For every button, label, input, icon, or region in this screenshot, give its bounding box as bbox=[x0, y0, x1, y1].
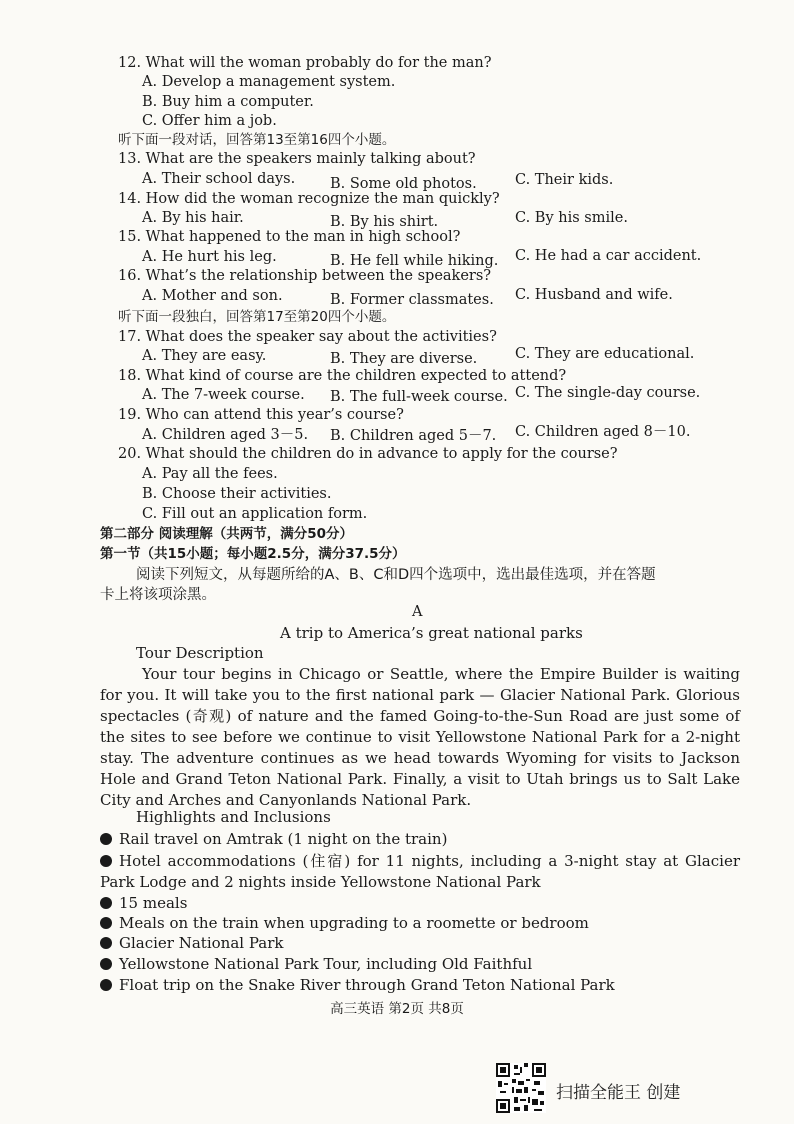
question-18-option-b: B. The full-week course. bbox=[330, 389, 508, 405]
question-12-option-a: A. Develop a management system. bbox=[142, 74, 396, 90]
highlight-item bbox=[100, 913, 740, 934]
question-16-option-a: A. Mother and son. bbox=[142, 288, 283, 304]
question-14-option-c: C. By his smile. bbox=[515, 210, 628, 226]
tour-description-paragraph: Your tour begins in Chicago or Seattle, where the Empire Builder is waiting for you. It will take you to the first national park — Glacier National Park. Glorious spectacles (奇观) of nature and the famed Going-to-the-Sun Road are just some of the sites to see before we continue to visit Yellowstone National Park for a 2-night stay. The adventure continues as we head towards Wyoming for visits to Jackson Hole and Grand Teton National Park. Finally, a visit to Utah brings us to Salt Lake City and Arches and Canyonlands National Park. bbox=[100, 665, 740, 809]
highlight-item bbox=[100, 893, 740, 914]
bullet-icon bbox=[100, 833, 112, 845]
highlight-text: Rail travel on Amtrak (1 night on the train) bbox=[119, 830, 448, 848]
question-18-option-a: A. The 7-week course. bbox=[142, 387, 305, 403]
question-15-option-b: B. He fell while hiking. bbox=[330, 253, 499, 269]
question-16-option-c: C. Husband and wife. bbox=[515, 287, 673, 303]
tour-description-heading: Tour Description bbox=[136, 644, 264, 662]
reading-instruction-line2: 卡上将该项涂黑。 bbox=[100, 587, 216, 603]
highlight-text: Glacier National Park bbox=[119, 934, 284, 952]
highlight-item bbox=[100, 851, 740, 893]
question-12-stem: 12. What will the woman probably do for the man? bbox=[118, 55, 492, 71]
question-14-option-a: A. By his hair. bbox=[142, 210, 244, 226]
highlight-text: Hotel accommodations (住宿) for 11 nights, including a 3-night stay at Glacier Park Lodge and 2 nights inside Yellowstone National Park bbox=[100, 852, 740, 891]
question-20-option-c: C. Fill out an application form. bbox=[142, 506, 368, 522]
question-17-option-a: A. They are easy. bbox=[142, 348, 267, 364]
highlight-item bbox=[100, 933, 740, 954]
question-19-option-c: C. Children aged 8－10. bbox=[515, 424, 691, 440]
highlight-item bbox=[100, 975, 740, 996]
highlight-text: 15 meals bbox=[119, 894, 188, 912]
bullet-icon bbox=[100, 855, 112, 867]
bullet-icon bbox=[100, 897, 112, 909]
question-15-option-c: C. He had a car accident. bbox=[515, 248, 702, 264]
passage-title: A trip to America’s great national parks bbox=[280, 624, 583, 642]
bullet-icon bbox=[100, 917, 112, 929]
instruction-17-20: 听下面一段独白，回答第17至第20四个小题。 bbox=[118, 309, 396, 325]
question-20-option-a: A. Pay all the fees. bbox=[142, 466, 278, 482]
instruction-13-16: 听下面一段对话，回答第13至第16四个小题。 bbox=[118, 132, 396, 148]
question-17-option-b: B. They are diverse. bbox=[330, 351, 478, 367]
question-12-option-c: C. Offer him a job. bbox=[142, 113, 277, 129]
part2-title: 第二部分 阅读理解（共两节，满分50分） bbox=[100, 526, 353, 542]
reading-instruction-line1: 阅读下列短文，从每题所给的A、B、C和D四个选项中，选出最佳选项，并在答题 bbox=[136, 567, 656, 583]
question-19-option-b: B. Children aged 5－7. bbox=[330, 428, 497, 444]
page-footer: 高三英语 第2页 共8页 bbox=[330, 1001, 464, 1017]
highlight-text: Meals on the train when upgrading to a roomette or bedroom bbox=[119, 914, 589, 932]
bullet-icon bbox=[100, 979, 112, 991]
question-13-stem: 13. What are the speakers mainly talking about? bbox=[118, 151, 476, 167]
passage-letter: A bbox=[412, 604, 423, 620]
question-13-option-b: B. Some old photos. bbox=[330, 176, 477, 192]
question-18-stem: 18. What kind of course are the children expected to attend? bbox=[118, 368, 567, 384]
question-17-stem: 17. What does the speaker say about the activities? bbox=[118, 329, 497, 345]
question-13-option-c: C. Their kids. bbox=[515, 172, 614, 188]
question-13-option-a: A. Their school days. bbox=[142, 171, 296, 187]
highlight-text: Float trip on the Snake River through Grand Teton National Park bbox=[119, 976, 615, 994]
highlights-heading: Highlights and Inclusions bbox=[136, 808, 331, 826]
highlight-item bbox=[100, 829, 740, 850]
qr-code-icon bbox=[496, 1063, 546, 1113]
question-20-option-b: B. Choose their activities. bbox=[142, 486, 332, 502]
question-15-stem: 15. What happened to the man in high school? bbox=[118, 229, 461, 245]
question-19-stem: 19. Who can attend this year’s course? bbox=[118, 407, 404, 423]
highlight-text: Yellowstone National Park Tour, including Old Faithful bbox=[119, 955, 533, 973]
question-17-option-c: C. They are educational. bbox=[515, 346, 695, 362]
question-14-option-b: B. By his shirt. bbox=[330, 214, 439, 230]
question-19-option-a: A. Children aged 3－5. bbox=[142, 427, 309, 443]
question-20-stem: 20. What should the children do in advance to apply for the course? bbox=[118, 446, 618, 462]
question-18-option-c: C. The single-day course. bbox=[515, 385, 701, 401]
question-15-option-a: A. He hurt his leg. bbox=[142, 249, 277, 265]
question-16-option-b: B. Former classmates. bbox=[330, 292, 494, 308]
section1-title: 第一节（共15小题；每小题2.5分，满分37.5分） bbox=[100, 546, 406, 562]
bullet-icon bbox=[100, 958, 112, 970]
bullet-icon bbox=[100, 937, 112, 949]
question-16-stem: 16. What’s the relationship between the speakers? bbox=[118, 268, 492, 284]
question-14-stem: 14. How did the woman recognize the man quickly? bbox=[118, 191, 500, 207]
question-12-option-b: B. Buy him a computer. bbox=[142, 94, 314, 110]
highlight-item bbox=[100, 954, 740, 975]
scanner-watermark: 扫描全能王 创建 bbox=[556, 1083, 681, 1103]
